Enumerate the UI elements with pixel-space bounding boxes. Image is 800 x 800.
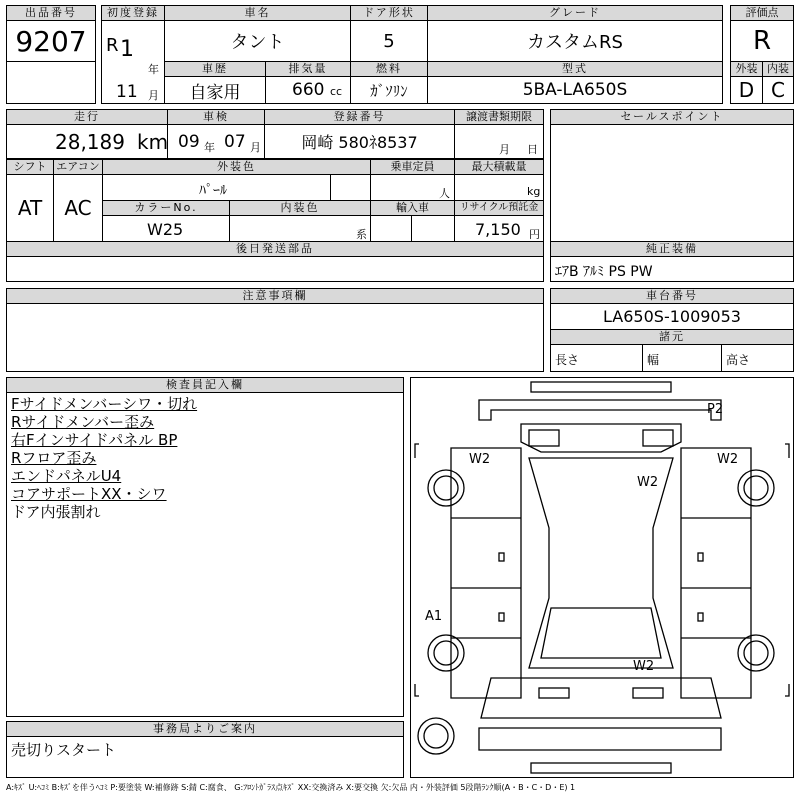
mark-w2-left: W2 bbox=[469, 452, 491, 467]
left-side bbox=[451, 448, 521, 698]
bracket-tr bbox=[785, 444, 789, 458]
bracket-bl bbox=[415, 684, 419, 696]
ext-color-box bbox=[102, 174, 331, 201]
legend-footer: A:ｷｽﾞ U:ﾍｺﾐ B:ｷｽﾞを伴うﾍｺﾐ P:要塗装 W:補修跡 S:錆 C:腐食、 G:ﾌﾛﾝﾄｶﾞﾗｽ点ｷｽﾞ XX:交換済み X:要交換 欠:欠品 内・外装評価 5段階ﾗﾝｸ順(A・B・C・D・E) 1 bbox=[6, 783, 576, 792]
displacement-box bbox=[265, 76, 351, 104]
wheel-rl-inner bbox=[434, 641, 458, 665]
reg-year: 1 bbox=[120, 37, 134, 62]
reg-month: 11 bbox=[116, 82, 138, 102]
office-box bbox=[6, 736, 404, 778]
wheel-fl-inner bbox=[434, 476, 458, 500]
shift: AT bbox=[6, 174, 54, 242]
capacity-unit: 人 bbox=[439, 187, 450, 200]
inspection-box bbox=[167, 124, 265, 159]
lot-number: 9207 bbox=[6, 20, 96, 62]
import-label: 輸入車 bbox=[370, 200, 455, 216]
genuine-label: 純正装備 bbox=[550, 241, 794, 257]
genuine-box bbox=[550, 256, 794, 282]
note-line: エンドパネルU4 bbox=[11, 467, 122, 485]
bracket-br bbox=[785, 684, 789, 696]
fuel-label: 燃料 bbox=[350, 61, 428, 77]
car-name: タント bbox=[164, 20, 351, 62]
handle-r2 bbox=[698, 613, 703, 621]
sales-box bbox=[550, 124, 794, 242]
insp-year-unit: 年 bbox=[204, 141, 215, 154]
transfer-month-unit: 月 bbox=[499, 143, 510, 156]
import-box-a bbox=[370, 215, 412, 242]
wheel-rr-inner bbox=[744, 641, 768, 665]
grade: カスタムRS bbox=[427, 20, 723, 62]
shift-label: シフト bbox=[6, 159, 54, 175]
load-label: 最大積載量 bbox=[454, 159, 544, 175]
first-reg-box bbox=[101, 20, 165, 104]
caution-box bbox=[6, 303, 544, 372]
ext-color-extra bbox=[330, 174, 371, 201]
note-line: Rサイドメンバー歪み bbox=[11, 413, 155, 431]
era: R bbox=[106, 35, 119, 56]
fuel: ｶﾞｿﾘﾝ bbox=[350, 76, 428, 104]
score: R bbox=[730, 20, 794, 62]
note-line: 右Fインサイドパネル BP bbox=[11, 431, 178, 449]
car-diagram bbox=[410, 377, 794, 778]
handle-l1 bbox=[499, 553, 504, 561]
transfer-day-unit: 日 bbox=[527, 143, 538, 156]
history-label: 車歴 bbox=[164, 61, 266, 77]
inspector-box bbox=[6, 392, 404, 717]
note-line: Fサイドメンバーシワ・切れ bbox=[11, 395, 198, 413]
int-color-box bbox=[229, 215, 371, 242]
model-label: 型式 bbox=[427, 61, 723, 77]
month-unit: 月 bbox=[148, 89, 159, 102]
note-line: ドア内張割れ bbox=[11, 503, 101, 521]
dims-label: 諸元 bbox=[550, 329, 794, 345]
right-side bbox=[681, 448, 751, 698]
displacement: 660 bbox=[292, 80, 325, 100]
rear-bumper bbox=[479, 728, 721, 750]
color-no-label: カラーNo. bbox=[102, 200, 230, 216]
headlight-left bbox=[529, 430, 559, 446]
displacement-unit: cc bbox=[330, 85, 343, 98]
bottom-bar bbox=[531, 763, 671, 773]
inspection-label: 車検 bbox=[167, 109, 265, 125]
ac-label: エアコン bbox=[53, 159, 103, 175]
height-label: 高さ bbox=[726, 353, 751, 367]
top-bar bbox=[531, 382, 671, 392]
mileage: 28,189 bbox=[55, 130, 125, 154]
history: 自家用 bbox=[164, 76, 266, 104]
chassis: LA650S-1009053 bbox=[550, 303, 794, 330]
int-color-unit: 系 bbox=[356, 228, 367, 241]
office-text: 売切りスタート bbox=[11, 741, 117, 759]
handle-r1 bbox=[698, 553, 703, 561]
handle-l2 bbox=[499, 613, 504, 621]
first-reg-label: 初度登録 bbox=[101, 5, 165, 21]
ext-color: ﾊﾟｰﾙ bbox=[199, 183, 227, 199]
height-box bbox=[721, 344, 794, 372]
insp-month: 07 bbox=[224, 132, 246, 152]
taillight-right bbox=[633, 688, 663, 698]
doors: 5 bbox=[350, 20, 428, 62]
import-box-b bbox=[411, 215, 455, 242]
load-box bbox=[454, 174, 544, 201]
ac: AC bbox=[53, 174, 103, 242]
hood bbox=[521, 424, 681, 452]
mileage-unit: km bbox=[137, 130, 169, 154]
transfer-label: 譲渡書類期限 bbox=[454, 109, 544, 125]
mark-a1: A1 bbox=[425, 609, 443, 624]
inspector-label: 検査員記入欄 bbox=[6, 377, 404, 393]
recycle-unit: 円 bbox=[529, 228, 540, 241]
length-label: 長さ bbox=[555, 353, 580, 367]
mark-w2-right: W2 bbox=[717, 452, 739, 467]
genuine: ｴｱB ｱﾙﾐ PS PW bbox=[555, 264, 653, 280]
width-label: 幅 bbox=[647, 353, 660, 367]
office-label: 事務局よりご案内 bbox=[6, 721, 404, 737]
later-parts-label: 後日発送部品 bbox=[6, 241, 544, 257]
length-box bbox=[550, 344, 643, 372]
headlight-right bbox=[643, 430, 673, 446]
mark-p2: P2 bbox=[707, 402, 724, 417]
grade-label: グレード bbox=[427, 5, 723, 21]
exterior-label: 外装 bbox=[730, 61, 763, 77]
capacity-box bbox=[370, 174, 455, 201]
insp-month-unit: 月 bbox=[250, 141, 261, 154]
insp-year: 09 bbox=[178, 132, 200, 152]
recycle-box bbox=[454, 215, 544, 242]
car-name-label: 車名 bbox=[164, 5, 351, 21]
front-bumper bbox=[479, 400, 724, 420]
mileage-label: 走行 bbox=[6, 109, 168, 125]
score-label: 評価点 bbox=[730, 5, 794, 21]
load-unit: kg bbox=[527, 185, 541, 198]
lot-blank bbox=[6, 61, 96, 104]
inspector-notes bbox=[11, 395, 197, 521]
capacity-label: 乗車定員 bbox=[370, 159, 455, 175]
sales-label: セールスポイント bbox=[550, 109, 794, 125]
displacement-label: 排気量 bbox=[265, 61, 351, 77]
wheel-fr-inner bbox=[744, 476, 768, 500]
ext-color-label: 外装色 bbox=[102, 159, 371, 175]
mileage-box bbox=[6, 124, 168, 159]
color-no: W25 bbox=[147, 220, 184, 239]
car-diagram-svg bbox=[411, 378, 793, 777]
transfer-box bbox=[454, 124, 544, 159]
caution-label: 注意事項欄 bbox=[6, 288, 544, 304]
width-box bbox=[642, 344, 722, 372]
mark-w2-rear: W2 bbox=[633, 659, 655, 674]
lot-label: 出品番号 bbox=[6, 5, 96, 21]
model: 5BA-LA650S bbox=[427, 76, 723, 104]
doors-label: ドア形状 bbox=[350, 5, 428, 21]
mark-w2-center: W2 bbox=[637, 475, 659, 490]
interior-score: C bbox=[762, 76, 794, 104]
later-parts-box bbox=[6, 256, 544, 282]
interior-label: 内装 bbox=[762, 61, 794, 77]
color-no-box bbox=[102, 215, 230, 242]
rear-window bbox=[541, 608, 661, 658]
exterior-score: D bbox=[730, 76, 763, 104]
bracket-tl bbox=[415, 444, 419, 458]
taillight-left bbox=[539, 688, 569, 698]
chassis-label: 車台番号 bbox=[550, 288, 794, 304]
spare-wheel-inner bbox=[424, 724, 448, 748]
note-line: Rフロア歪み bbox=[11, 449, 97, 467]
year-unit: 年 bbox=[148, 63, 159, 76]
reg-label: 登録番号 bbox=[264, 109, 455, 125]
recycle: 7,150 bbox=[475, 220, 521, 239]
recycle-label: リサイクル預託金 bbox=[454, 200, 544, 216]
registration: 岡崎 580ﾈ8537 bbox=[264, 124, 455, 159]
int-color-label: 内装色 bbox=[229, 200, 371, 216]
note-line: コアサポートXX・シワ bbox=[11, 485, 167, 503]
